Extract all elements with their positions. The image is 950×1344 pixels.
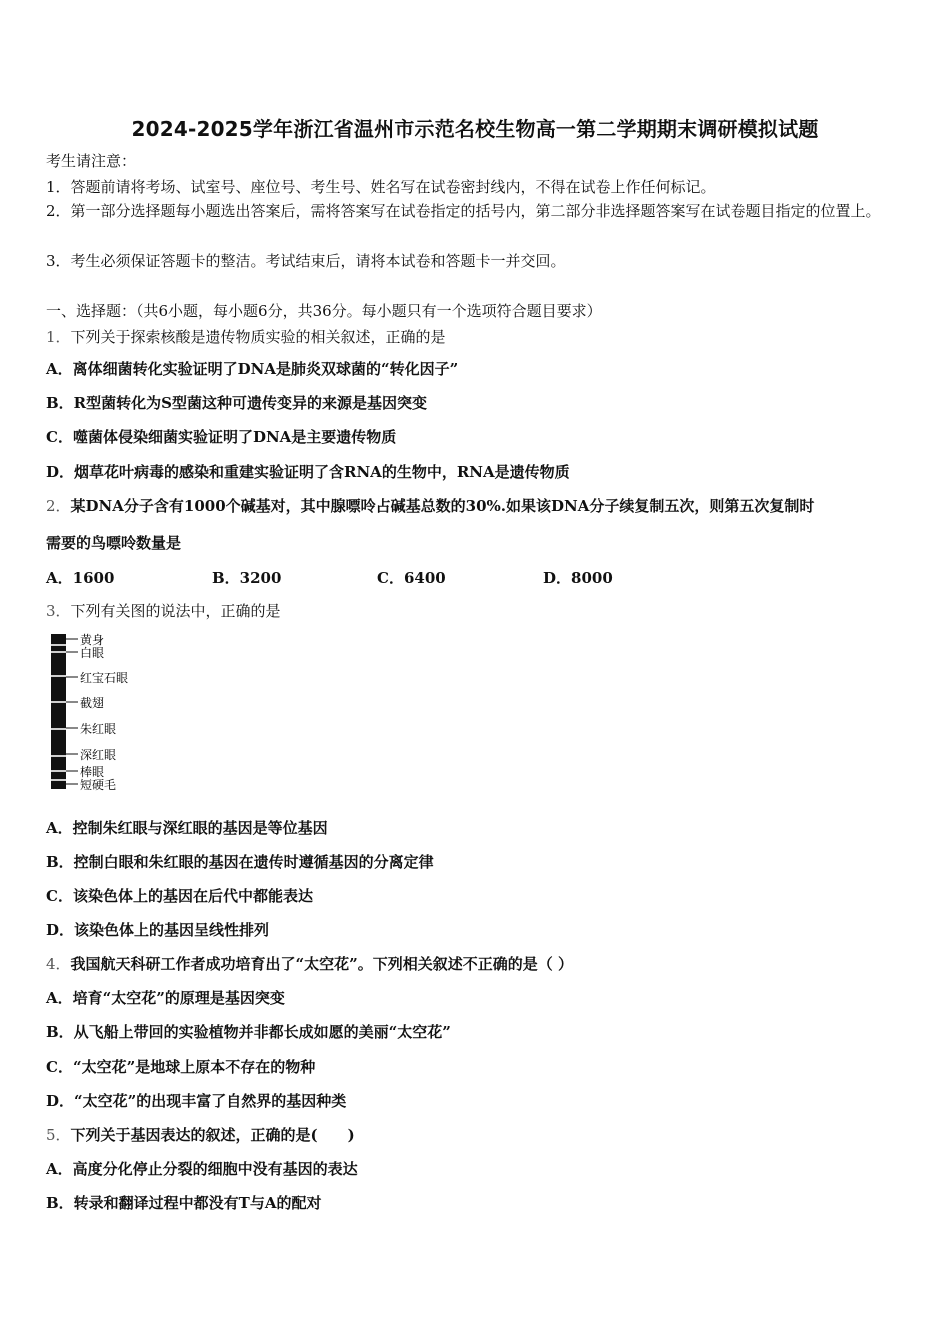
q1-option-d: D．烟草花叶病毒的感染和重建实验证明了含RNA的生物中，RNA是遗传物质 <box>46 463 570 481</box>
question-stem: 下列关于基因表达的叙述，正确的是( ) <box>70 1126 355 1144</box>
gene-label-3: 红宝石眼 <box>80 671 129 685</box>
gene-label-8: 短硬毛 <box>80 778 117 792</box>
q2-option-c: C．6400 <box>377 569 446 587</box>
q4-option-d: D．“太空花”的出现丰富了自然界的基因种类 <box>46 1092 347 1110</box>
q2-option-d: D．8000 <box>543 569 613 587</box>
q1-option-b: B．R型菌转化为S型菌这种可遗传变异的来源是基因突变 <box>46 394 427 412</box>
q2-option-b: B．3200 <box>212 569 282 587</box>
question-2 <box>46 496 814 516</box>
section-heading: 一、选择题：（共6小题，每小题6分，共36分。每小题只有一个选项符合题目要求） <box>46 302 602 320</box>
question-4 <box>46 954 573 974</box>
notice-item-3: 3．考生必须保证答题卡的整洁。考试结束后，请将本试卷和答题卡一并交回。 <box>46 252 566 270</box>
q3-option-b: B．控制白眼和朱红眼的基因在遗传时遵循基因的分离定律 <box>46 853 434 871</box>
q1-option-c: C．噬菌体侵染细菌实验证明了DNA是主要遗传物质 <box>46 428 397 446</box>
q5-option-b: B．转录和翻译过程中都没有T与A的配对 <box>46 1194 322 1212</box>
question-5 <box>46 1125 355 1145</box>
question-number: 1． <box>46 328 71 346</box>
page-title: 2024-2025学年浙江省温州市示范名校生物高一第二学期期末调研模拟试题 <box>131 117 819 141</box>
question-number: 5． <box>46 1126 71 1144</box>
gene-label-2: 白眼 <box>80 646 105 660</box>
gene-label-4: 截翅 <box>80 696 105 710</box>
q1-option-a: A．离体细菌转化实验证明了DNA是肺炎双球菌的“转化因子” <box>46 360 459 378</box>
question-1 <box>46 327 446 347</box>
question-number: 3． <box>46 602 71 620</box>
chromosome-bar <box>51 634 66 789</box>
q4-option-c: C．“太空花”是地球上原本不存在的物种 <box>46 1058 316 1076</box>
question-number: 4． <box>46 955 71 973</box>
gene-label-1: 黄身 <box>80 633 105 647</box>
q3-option-d: D．该染色体上的基因呈线性排列 <box>46 921 270 939</box>
question-3 <box>46 601 281 621</box>
q4-option-b: B．从飞船上带回的实验植物并非都长成如愿的美丽“太空花” <box>46 1023 451 1041</box>
question-stem-line1: 某DNA分子含有1000个碱基对，其中腺嘌呤占碱基总数的30%.如果该DNA分子续复制五次，则第五次复制时 <box>70 497 815 515</box>
notice-heading: 考生请注意： <box>46 152 137 170</box>
q2-stem-line2: 需要的鸟嘌呤数量是 <box>46 534 182 552</box>
gene-label-7: 棒眼 <box>80 765 105 779</box>
gene-label-5: 朱红眼 <box>80 722 117 736</box>
question-stem: 下列关于探索核酸是遗传物质实验的相关叙述，正确的是 <box>70 328 446 346</box>
chromosome-figure <box>50 632 180 794</box>
gene-label-6: 深红眼 <box>80 748 117 762</box>
q4-option-a: A．培育“太空花”的原理是基因突变 <box>46 989 285 1007</box>
notice-item-1: 1．答题前请将考场、试室号、座位号、考生号、姓名写在试卷密封线内，不得在试卷上作任何标记。 <box>46 178 716 196</box>
notice-item-2: 2．第一部分选择题每小题选出答案后，需将答案写在试卷指定的括号内，第二部分非选择题答案写在试卷题目指定的位置上。 <box>46 202 881 220</box>
question-stem: 下列有关图的说法中，正确的是 <box>70 602 281 620</box>
q2-option-a: A．1600 <box>46 569 115 587</box>
q3-option-c: C．该染色体上的基因在后代中都能表达 <box>46 887 313 905</box>
question-stem: 我国航天科研工作者成功培育出了“太空花”。下列相关叙述不正确的是（ ） <box>70 955 574 973</box>
question-number: 2． <box>46 497 71 515</box>
q5-option-a: A．高度分化停止分裂的细胞中没有基因的表达 <box>46 1160 358 1178</box>
q3-option-a: A．控制朱红眼与深红眼的基因是等位基因 <box>46 819 328 837</box>
